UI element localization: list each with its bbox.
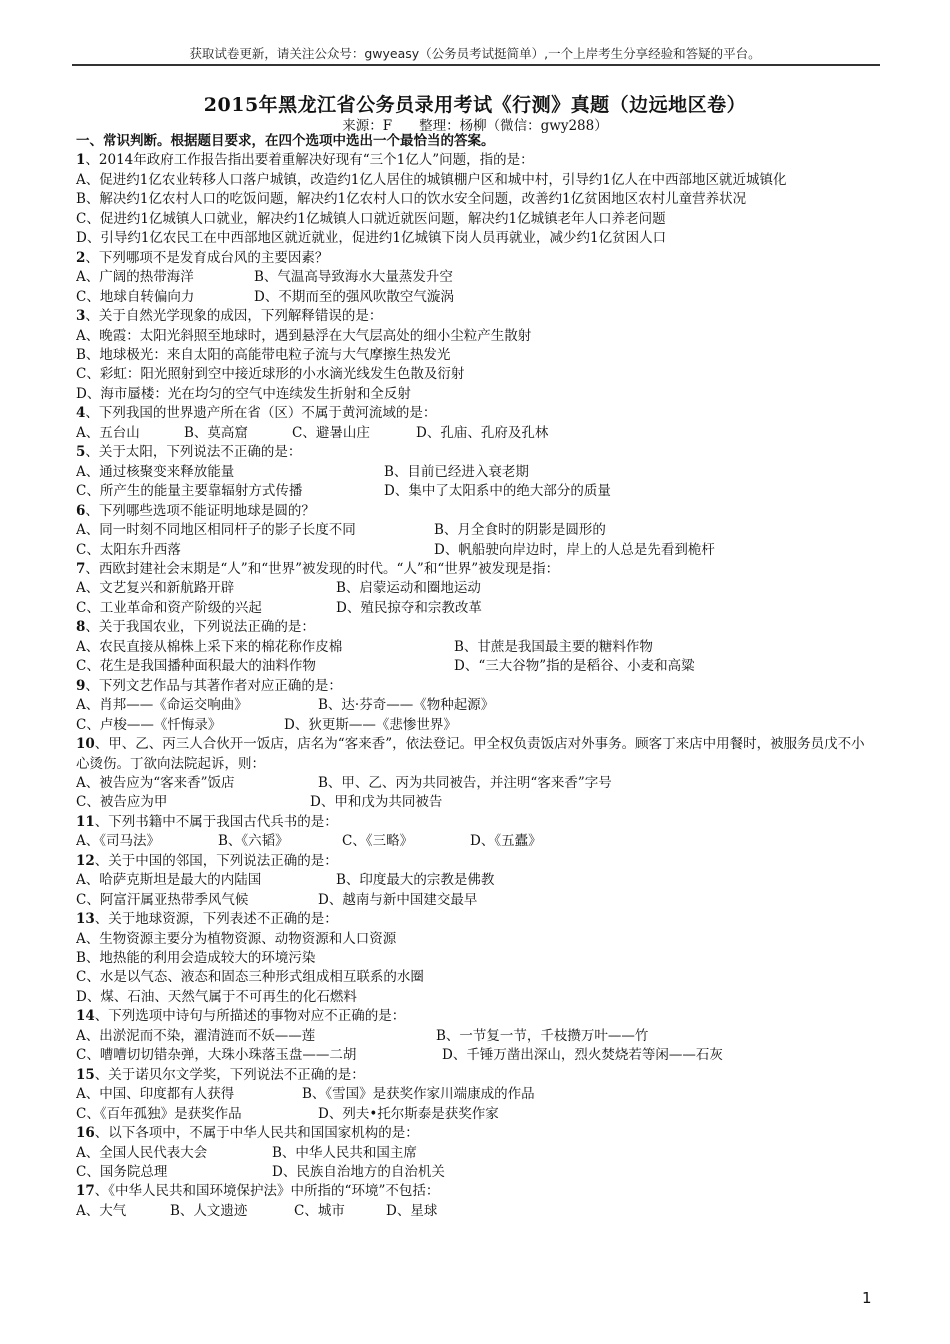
option: C、嘈嘈切切错杂弹，大珠小珠落玉盘——二胡 [76,1047,357,1064]
option: A、促进约1亿农业转移人口落户城镇，改造约1亿人居住的城镇棚户区和城中村，引导约1亿人在中西部地区就近城镇化 [76,171,787,188]
option-row [76,463,876,482]
option-row [76,599,876,618]
question-12 [76,852,876,871]
option: B、月全食时的阴影是圆形的 [434,522,606,539]
question-number: 3 [76,308,86,325]
option: B、《六韬》 [218,833,289,850]
question-3 [76,307,876,326]
option-row [76,891,876,910]
option: C、太阳东升西落 [76,541,181,558]
option-row [76,793,876,812]
question-2 [76,249,876,268]
question-text: 、下列哪项不是发育成台风的主要因素？ [85,249,329,266]
option: D、引导约1亿农民工在中西部地区就近就业，促进约1亿城镇下岗人员再就业，减少约1亿贫困人口 [76,230,667,247]
option: B、印度最大的宗教是佛教 [336,872,495,889]
option: B、解决约1亿农村人口的吃饭问题，解决约1亿农村人口的饮水安全问题，改善约1亿贫困地区农村儿童营养状况 [76,191,747,208]
option: A、同一时刻不同地区相同杆子的影子长度不同 [76,522,356,539]
option: B、人文遗迹 [170,1202,248,1219]
option: C、《百年孤独》是获奖作品 [76,1105,242,1122]
option-row [76,638,876,657]
question-number: 1 [76,152,86,169]
option-row [76,1085,876,1104]
question-number: 11 [76,813,95,830]
option: A、文艺复兴和新航路开辟 [76,580,235,597]
source-line: 来源：F 整理：杨柳（微信：gwy288） [342,118,608,134]
option-row [76,657,876,676]
option: C、被告应为甲 [76,794,168,811]
option: D、甲和戊为共同被告 [310,794,443,811]
question-number: 6 [76,502,86,519]
question-1 [76,151,876,170]
question-number: 5 [76,444,86,461]
option: A、五台山 [76,424,140,441]
option: A、《司马法》 [76,833,160,850]
option-row [76,716,876,735]
option-row [76,1027,876,1046]
question-5 [76,443,876,462]
option: D、《五蠹》 [470,833,542,850]
option: A、中国、印度都有人获得 [76,1086,235,1103]
question-number: 16 [76,1125,95,1142]
option: D、集中了太阳系中的绝大部分的质量 [384,483,611,500]
option: C、促进约1亿城镇人口就业，解决约1亿城镇人口就近就医问题，解决约1亿城镇老年人口养老问题 [76,210,666,227]
option: B、甘蔗是我国最主要的糖料作物 [454,638,653,655]
option: A、晚霞：太阳光斜照至地球时，遇到悬浮在大气层高处的细小尘粒产生散射 [76,327,532,344]
page-number: 1 [862,1289,872,1307]
option: D、列夫•托尔斯泰是获奖作家 [318,1105,499,1122]
option-row [76,521,876,540]
option: A、通过核聚变来释放能量 [76,463,235,480]
option: A、大气 [76,1202,127,1219]
option-row [76,1105,876,1124]
option: D、不期而至的强风吹散空气漩涡 [254,288,454,305]
question-number: 14 [76,1008,95,1025]
question-number: 8 [76,619,86,636]
question-16 [76,1124,876,1143]
option: B、《雪国》是获奖作家川端康成的作品 [302,1086,535,1103]
option: B、甲、乙、丙为共同被告，并注明“客来香”字号 [318,774,612,791]
option-row [76,424,876,443]
question-number: 7 [76,560,86,577]
question-14 [76,1007,876,1026]
option: D、狄更斯——《悲惨世界》 [284,716,457,733]
question-text: 、下列书籍中不属于我国古代兵书的是： [94,813,338,830]
section-heading: 一、常识判断。根据题目要求，在四个选项中选出一个最恰当的答案。 [76,133,495,149]
question-text: 、下列文艺作品与其著作者对应正确的是： [85,677,342,694]
option: B、目前已经进入衰老期 [384,463,529,480]
option: D、千锤万凿出深山，烈火焚烧若等闲——石灰 [442,1047,723,1064]
question-text: 、下列我国的世界遗产所在省（区）不属于黄河流域的是： [85,405,437,422]
header-divider [72,64,880,66]
question-15 [76,1066,876,1085]
exam-content [76,132,876,1221]
option: D、煤、石油、天然气属于不可再生的化石燃料 [76,988,357,1005]
option: C、水是以气态、液态和固态三种形式组成相互联系的水圈 [76,969,424,986]
option: D、殖民掠夺和宗教改革 [336,599,482,616]
option: D、越南与新中国建交最早 [318,891,478,908]
option-row [76,268,876,287]
option: D、“三大谷物”指的是稻谷、小麦和高粱 [454,658,695,675]
option: A、肖邦——《命运交响曲》 [76,697,248,714]
question-11 [76,813,876,832]
option: C、阿富汗属亚热带季风气候 [76,891,249,908]
option-row [76,288,876,307]
option-row [76,1163,876,1182]
option: B、地球极光：来自太阳的高能带电粒子流与大气摩擦生热发光 [76,346,451,363]
question-text: 、甲、乙、丙三人合伙开一饭店，店名为“客来香”，依法登记。甲全权负责饭店对外事务。顾客丁来店中用餐时，被服务员戊不小心烫伤。丁欲向法院起诉，则： [76,736,865,772]
option: B、中华人民共和国主席 [272,1144,417,1161]
option: D、孔庙、孔府及孔林 [416,424,549,441]
option-row [76,541,876,560]
option: B、莫高窟 [184,424,248,441]
question-number: 12 [76,852,95,869]
option: A、被告应为“客来香”饭店 [76,774,235,791]
option-row [76,1202,876,1221]
question-text: 、西欧封建社会末期是“人”和“世界”被发现的时代。“人”和“世界”被发现是指： [85,560,560,577]
question-9 [76,677,876,696]
option: A、生物资源主要分为植物资源、动物资源和人口资源 [76,930,397,947]
question-number: 2 [76,249,86,266]
option: D、帆船驶向岸边时，岸上的人总是先看到桅杆 [434,541,715,558]
question-text: 、关于我国农业，下列说法正确的是： [85,619,315,636]
question-text: 、以下各项中，不属于中华人民共和国国家机构的是： [94,1125,419,1142]
option: C、花生是我国播种面积最大的油料作物 [76,658,316,675]
header-note: 获取试卷更新，请关注公众号：gwyeasy（公务员考试挺简单）,一个上岸考生分享经验和答疑的平台。 [189,46,761,61]
question-text: 、关于地球资源，下列表述不正确的是： [94,911,338,928]
option: C、彩虹：阳光照射到空中接近球形的小水滴光线发生色散及衍射 [76,366,465,383]
option: C、工业革命和资产阶级的兴起 [76,599,262,616]
question-7 [76,560,876,579]
question-text: 、关于诺贝尔文学奖，下列说法不正确的是： [94,1066,365,1083]
question-text: 、关于太阳，下列说法不正确的是： [85,444,302,461]
question-text: 、《中华人民共和国环境保护法》中所指的“环境”不包括： [94,1183,440,1200]
option-row [76,774,876,793]
option: C、所产生的能量主要靠辐射方式传播 [76,483,303,500]
option-row [76,832,876,851]
option: D、星球 [386,1202,438,1219]
question-number: 4 [76,405,86,422]
option-row [76,696,876,715]
question-6 [76,502,876,521]
question-text: 、下列选项中诗句与所描述的事物对应不正确的是： [94,1008,406,1025]
option: C、卢梭——《忏悔录》 [76,716,222,733]
option: B、一节复一节，千枝攒万叶——竹 [436,1027,649,1044]
option: C、避暑山庄 [292,424,370,441]
option: B、气温高导致海水大量蒸发升空 [254,269,453,286]
option-row [76,1144,876,1163]
question-number: 10 [76,736,95,753]
question-8 [76,618,876,637]
question-17 [76,1182,876,1201]
question-number: 15 [76,1066,95,1083]
option: A、哈萨克斯坦是最大的内陆国 [76,872,262,889]
option: A、农民直接从棉株上采下来的棉花称作皮棉 [76,638,343,655]
option: A、广阔的热带海洋 [76,269,194,286]
question-text: 、关于中国的邻国，下列说法正确的是： [94,852,338,869]
option-row [76,871,876,890]
option: D、民族自治地方的自治机关 [272,1164,445,1181]
question-4 [76,404,876,423]
option: B、地热能的利用会造成较大的环境污染 [76,950,316,967]
option: B、启蒙运动和圈地运动 [336,580,481,597]
option: A、全国人民代表大会 [76,1144,208,1161]
option: C、地球自转偏向力 [76,288,195,305]
option-row [76,482,876,501]
document-title: 2015年黑龙江省公务员录用考试《行测》真题（边远地区卷） [203,94,747,116]
question-10 [76,735,876,774]
option: C、《三略》 [342,833,414,850]
question-13 [76,910,876,929]
question-text: 、关于自然光学现象的成因，下列解释错误的是： [85,308,383,325]
option: C、城市 [294,1202,345,1219]
option: B、达·芬奇——《物种起源》 [318,697,495,714]
option-row [76,1046,876,1065]
option: D、海市蜃楼：光在均匀的空气中连续发生折射和全反射 [76,385,411,402]
question-number: 9 [76,677,86,694]
option: A、出淤泥而不染，濯清涟而不妖——莲 [76,1027,316,1044]
question-text: 、下列哪些选项不能证明地球是圆的？ [85,502,315,519]
question-number: 17 [76,1183,95,1200]
option: C、国务院总理 [76,1164,168,1181]
question-number: 13 [76,911,95,928]
question-text: 、2014年政府工作报告指出要着重解决好现有“三个1亿人”问题，指的是： [85,152,534,169]
option-row [76,579,876,598]
